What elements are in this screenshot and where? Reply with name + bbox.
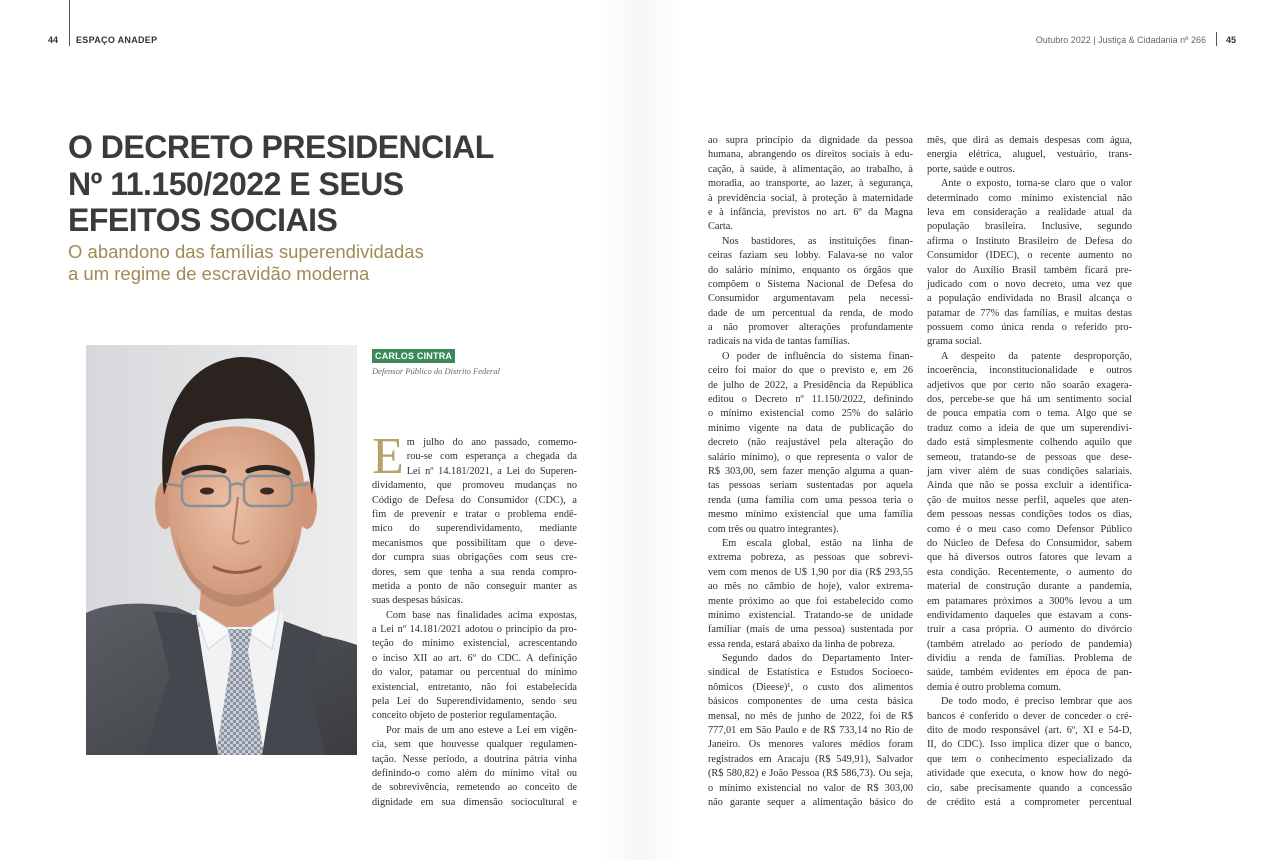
- text-line: determinado como mínimo existencial não: [927, 192, 1132, 204]
- page-number-left: 44: [48, 35, 59, 45]
- text-line: mínimo vigente na data de publicação do: [708, 422, 913, 434]
- text-line: adjetivos que por certo não soarão exagera-: [927, 379, 1132, 391]
- article-subtitle: [68, 241, 424, 285]
- text-line: saúde, também evidentes em época de pan-: [927, 667, 1132, 679]
- text-line: mínimo existencial. Tratando-se de unidade: [708, 609, 913, 621]
- text-line: o mínimo existencial no valor de R$ 303,00: [708, 782, 913, 794]
- subtitle-line: a um regime de escravidão moderna: [68, 263, 370, 284]
- paragraph: [708, 350, 913, 537]
- text-line: Por mais de um ano esteve a Lei em vigên-: [386, 724, 577, 736]
- text-line: mecanismos que possibilitam que o deve-: [372, 537, 577, 549]
- text-line: Lei nº 14.181/2021, a Lei do Superen-: [406, 465, 577, 477]
- text-line: mico do superendividamento, mediante: [372, 523, 577, 535]
- text-line: dito de modo responsável (art. 6º, XI e 54-D,: [927, 725, 1132, 737]
- subtitle-line: O abandono das famílias superendividadas: [68, 241, 424, 262]
- text-line: valor do Auxílio Brasil também ficará pre-: [927, 264, 1132, 276]
- text-line: conceito objeto de posterior regulamentação.: [372, 710, 557, 722]
- text-line: do valor, patamar ou percentual do mínimo: [372, 667, 577, 679]
- text-line: A despeito da patente desproporção,: [941, 350, 1132, 362]
- text-line: a população endividada no Brasil alcança o: [927, 293, 1132, 305]
- text-line: ceiras faziam seu lobby. Falava-se no valor: [708, 250, 913, 262]
- paragraph: [927, 695, 1132, 810]
- text-line: Código de Defesa do Consumidor (CDC), a: [372, 494, 577, 506]
- text-line: nômicos (Dieese)¹, o custo dos alimentos: [708, 681, 913, 693]
- text-line: teção do mínimo existencial, acrescentando: [372, 638, 577, 650]
- text-line: grama social.: [927, 336, 982, 348]
- text-line: do Núcleo de Defesa do Consumidor, sabem: [927, 537, 1132, 549]
- paragraph: [927, 350, 1132, 695]
- text-line: O poder de influência do sistema finan-: [722, 350, 913, 362]
- text-line: ceiro foi maior do que o previsto e, em 26: [708, 365, 913, 377]
- text-line: R$ 303,00, sem fazer menção alguma a quan-: [708, 465, 913, 477]
- text-line: dignidade em sua dimensão sociocultural e: [372, 796, 577, 808]
- text-line: salário mínimo), o que representa o valor de: [708, 451, 913, 463]
- paragraph: [708, 134, 913, 235]
- text-line: porte, saúde e outros.: [927, 163, 1015, 175]
- text-line: população brasileira. Inclusive, segundo: [927, 221, 1132, 233]
- text-line: humana, abrangendo os direitos sociais à edu-: [708, 149, 913, 161]
- title-line: Nº 11.150/2022 E SEUS: [68, 165, 404, 202]
- text-line: ao mês no câmbio de hoje), valor extrema-: [708, 581, 913, 593]
- text-line: incoerência, inconstitucionalidade e outros: [927, 365, 1132, 377]
- text-line: dem pessoas nessas condições todos os dias,: [927, 509, 1132, 521]
- text-line: pela Lei do Superendividamento, sendo seu: [372, 696, 577, 708]
- text-line: radicais na vida de tantas famílias.: [708, 336, 850, 348]
- text-line: como é o meu caso como Defensor Público: [927, 523, 1132, 535]
- text-line: patamar de 77% das famílias, e muitas destas: [927, 307, 1132, 319]
- text-line: ao supra princípio da dignidade da pessoa: [708, 135, 913, 146]
- text-line: afirma o Instituto Brasileiro de Defesa do: [927, 235, 1132, 247]
- text-line: dos, percebe-se que há um sentimento social: [927, 394, 1132, 406]
- paragraph: [372, 609, 577, 724]
- header-divider-left: [69, 0, 70, 46]
- title-line: O DECRETO PRESIDENCIAL: [68, 129, 494, 165]
- text-column-1: [372, 428, 577, 810]
- text-line: possuem como única renda o referido pro-: [927, 322, 1132, 334]
- text-line: semeou, tratando-se de pessoas que dese-: [927, 451, 1132, 463]
- text-line: Em escala global, estão na linha de: [722, 537, 913, 549]
- text-line: tas pessoas seriam sustentadas por aquela: [708, 480, 913, 492]
- text-line: Janeiro. Os menores valores médios foram: [708, 739, 913, 751]
- text-line: cio, sabe precisamente quando a concessão: [927, 782, 1132, 794]
- text-line: a Lei nº 14.181/2021 adotou o princípio da pro-: [372, 624, 577, 636]
- text-line: bancos é conferido o dever de conceder o cré-: [927, 710, 1132, 722]
- paragraph: [372, 428, 577, 609]
- text-line: existencial, entretanto, não foi estabelecida: [372, 681, 577, 693]
- text-line: endividamento daqueles que estavam a cons-: [927, 609, 1132, 621]
- text-line: o mínimo existencial como 25% do salário: [708, 408, 913, 420]
- text-line: renda (uma família com uma pessoa teria o: [708, 494, 913, 506]
- paragraph: [708, 537, 913, 652]
- issue-info: Outubro 2022 | Justiça & Cidadania nº 266: [1035, 35, 1206, 45]
- text-line: Consumidor argumentavam pela necessi-: [708, 293, 913, 305]
- text-line: de crédito está a comprometer percentual: [927, 796, 1132, 808]
- author-photo: [86, 345, 357, 755]
- text-line: mesmo mínimo existencial que uma família: [708, 509, 913, 521]
- text-line: editou o Decreto nº 11.150/2022, definindo: [708, 394, 913, 406]
- text-line: judicado com o novo decreto, uma vez que: [927, 278, 1132, 290]
- text-line: truir a casa própria. O aumento do divórcio: [927, 624, 1132, 636]
- text-line: moradia, ao transporte, ao lazer, à segurança,: [708, 178, 913, 190]
- text-line: dores, sem que tenha a sua renda compro-: [372, 566, 577, 578]
- text-line: Com base nas finalidades acima expostas,: [386, 609, 577, 621]
- text-line: atividade que executa, o know how do negó-: [927, 768, 1132, 780]
- text-line: básicos componentes de uma cesta básica: [708, 696, 913, 708]
- spread-gutter: [600, 0, 680, 860]
- paragraph: [372, 724, 577, 810]
- text-line: que tem o conhecimento especializado da: [927, 753, 1132, 765]
- text-line: do salário mínimo, enquanto os órgãos que: [708, 264, 913, 276]
- text-line: dado está simplesmente colhendo aquilo que: [927, 437, 1132, 449]
- text-line: a não promover alterações profundamente: [708, 322, 913, 334]
- text-line: jam viver além de suas condições salariais.: [927, 465, 1132, 477]
- text-line: essa renda, estará abaixo da linha de pobreza.: [708, 638, 896, 650]
- section-label: ESPAÇO ANADEP: [76, 35, 158, 45]
- paragraph: [708, 652, 913, 810]
- text-line: sindical de Estatística e Estudos Socioeco-: [708, 667, 913, 679]
- text-line: De todo modo, é preciso lembrar que aos: [941, 696, 1132, 708]
- text-line: leva em consideração a realidade atual da: [927, 206, 1132, 218]
- text-line: 777,01 em São Paulo e de R$ 733,14 no Rio de: [708, 725, 913, 737]
- text-line: tação. Nesse período, a doutrina pátria vinha: [372, 753, 577, 765]
- text-line: (também atrelado ao período de pandemia): [927, 638, 1132, 650]
- text-line: Segundo dados do Departamento Inter-: [722, 653, 913, 665]
- text-line: demia é outro problema comum.: [927, 681, 1062, 693]
- text-line: Nos bastidores, as instituições finan-: [722, 235, 913, 247]
- author-role: Defensor Público do Distrito Federal: [372, 366, 500, 376]
- text-line: vem com menos de U$ 1,90 por dia (R$ 293,55: [708, 566, 913, 578]
- drop-cap: E: [372, 428, 404, 485]
- text-line: Ainda que não se possa excluir a identifica-: [927, 480, 1132, 492]
- text-column-2: [708, 134, 913, 810]
- text-line: traduz como a ideia de que um superendivi-: [927, 422, 1132, 434]
- text-line: m julho do ano passado, comemo-: [406, 437, 577, 448]
- text-line: mensal, no mês de junho de 2022, foi de R$: [708, 710, 913, 722]
- text-line: material de construção durante a pandemia,: [927, 581, 1132, 593]
- text-line: mês, que dirá as demais despesas com água,: [927, 135, 1132, 146]
- portrait-illustration: [86, 345, 357, 755]
- eye-right: [260, 488, 274, 495]
- page-number-right: 45: [1226, 35, 1237, 45]
- text-line: registrados em Aracaju (R$ 549,91), Salvador: [708, 753, 913, 765]
- text-line: Consumidor (IDEC), o recente aumento no: [927, 250, 1132, 262]
- text-line: de pouca empatia com o tema. Algo que se: [927, 408, 1132, 420]
- eye-left: [200, 488, 214, 495]
- text-line: dor cumpra suas obrigações com seus cre-: [372, 552, 577, 564]
- text-line: familiar (mais de uma pessoa) sustentada por: [708, 624, 913, 636]
- text-line: de julho de 2022, a Presidência da República: [708, 379, 913, 391]
- text-line: suas despesas básicas.: [372, 595, 464, 607]
- paragraph: [927, 177, 1132, 350]
- text-line: extrema pobreza, as pessoas que sobrevi-: [708, 552, 913, 564]
- text-line: cação, à saúde, à alimentação, ao trabalho, à: [708, 163, 913, 175]
- article-title: [68, 129, 494, 239]
- title-line: EFEITOS SOCIAIS: [68, 202, 338, 238]
- text-line: em patamares próximos a 300% levou a um: [927, 595, 1132, 607]
- text-line: definindo-o como além do mínimo vital ou: [372, 767, 577, 779]
- text-column-3: [927, 134, 1132, 810]
- paragraph: [927, 134, 1132, 177]
- text-line: que há diversos outros fatores que levam a: [927, 552, 1132, 564]
- text-line: II, do CDC). Isso implica dizer que o banco,: [927, 739, 1132, 751]
- text-line: compõem o Sistema Nacional de Defesa do: [708, 278, 913, 290]
- text-line: de sobrevivência, remetendo ao conceito de: [372, 782, 577, 794]
- text-line: esta condição. Recentemente, o aumento do: [927, 566, 1132, 578]
- text-line: dade de um percentual da renda, de modo: [708, 307, 913, 319]
- header-divider-right: [1216, 32, 1217, 46]
- text-line: cia, sem que houvesse qualquer regulamen-: [372, 739, 577, 751]
- text-line: energia elétrica, aluguel, vestuário, trans-: [927, 149, 1132, 161]
- text-line: Carta.: [708, 221, 733, 233]
- text-line: dividamento, que promoveu mudanças no: [372, 480, 577, 492]
- tie-knot: [228, 629, 252, 651]
- text-line: mente próximo ao que foi estabelecido como: [708, 595, 913, 607]
- text-line: com três ou quatro integrantes).: [708, 523, 839, 535]
- text-line: ção de muitos nesse perfil, aqueles que aten-: [927, 494, 1132, 506]
- text-line: e à infância, previstos no art. 6º da Magna: [708, 206, 913, 218]
- text-line: metida a ponto de não conseguir manter as: [372, 580, 577, 592]
- text-line: à previdência social, à proteção à maternidade: [708, 192, 913, 204]
- author-name-badge: CARLOS CINTRA: [372, 349, 455, 363]
- text-line: Ante o exposto, torna-se claro que o valor: [941, 178, 1132, 190]
- text-line: rou-se com esperança a chegada da: [406, 451, 577, 463]
- text-line: (R$ 580,82) e João Pessoa (R$ 586,73). Ou seja,: [708, 768, 913, 780]
- text-line: não garante sequer a alimentação básico do: [708, 796, 913, 808]
- text-line: decreto (não reajustável pela alteração do: [708, 437, 913, 449]
- paragraph: [708, 235, 913, 350]
- text-line: fim de prevenir e tratar o problema endê-: [372, 508, 577, 520]
- text-line: dividiu a renda de famílias. Problema de: [927, 653, 1132, 665]
- text-line: o inciso XII ao art. 6º do CDC. A definição: [372, 652, 577, 664]
